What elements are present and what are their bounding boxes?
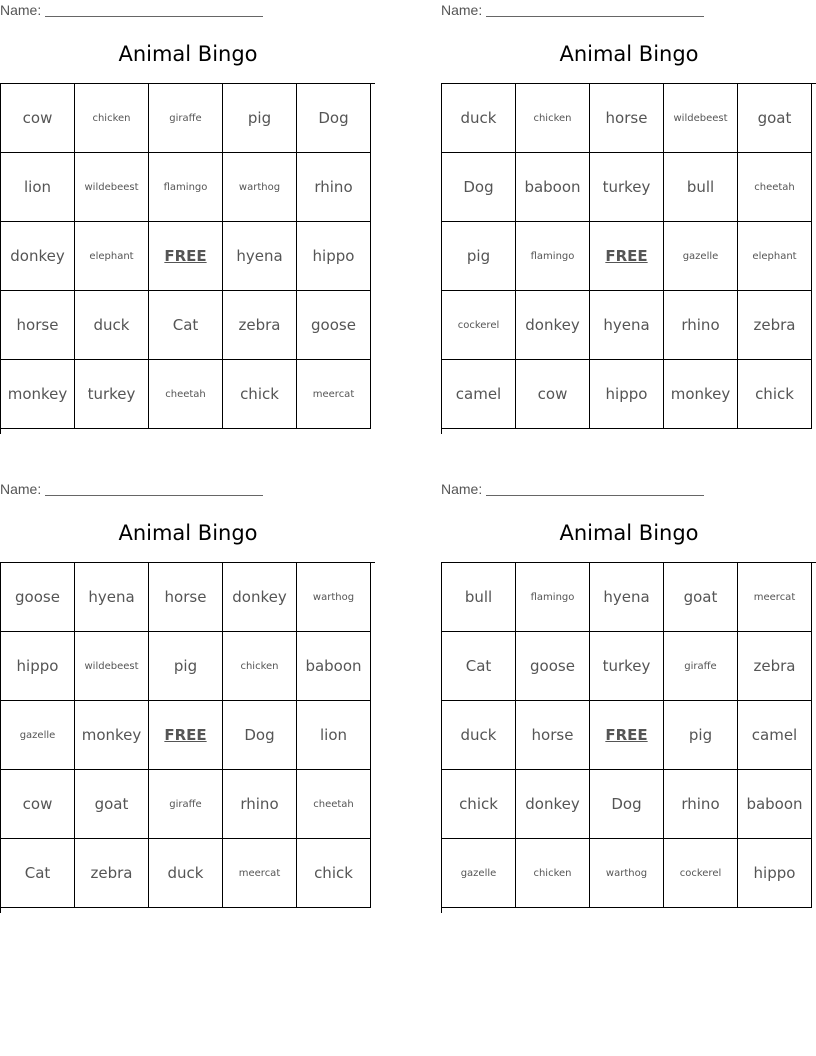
bingo-cell[interactable]: monkey [664, 360, 738, 429]
bingo-cell[interactable]: duck [442, 701, 516, 770]
bingo-cell[interactable]: giraffe [664, 632, 738, 701]
bingo-cell[interactable]: donkey [1, 222, 75, 291]
bingo-cell[interactable]: baboon [297, 632, 371, 701]
bingo-cell[interactable]: monkey [1, 360, 75, 429]
bingo-cell[interactable]: pig [442, 222, 516, 291]
bingo-cell[interactable]: flamingo [516, 222, 590, 291]
bingo-grid [441, 562, 816, 913]
bingo-cell[interactable]: Dog [590, 770, 664, 839]
bingo-cell[interactable]: chick [738, 360, 812, 429]
bingo-cell[interactable]: turkey [75, 360, 149, 429]
bingo-cell[interactable]: donkey [516, 770, 590, 839]
name-field [0, 2, 263, 18]
card-title: Animal Bingo [559, 42, 699, 66]
bingo-cell[interactable]: flamingo [149, 153, 223, 222]
bingo-card-4 [441, 479, 816, 919]
bingo-cell[interactable]: goat [75, 770, 149, 839]
bingo-cell[interactable]: cheetah [297, 770, 371, 839]
bingo-cell[interactable]: cockerel [442, 291, 516, 360]
bingo-cell[interactable]: hippo [738, 839, 812, 908]
bingo-cell[interactable]: camel [738, 701, 812, 770]
bingo-cell[interactable]: hippo [590, 360, 664, 429]
bingo-cell[interactable]: pig [664, 701, 738, 770]
bingo-cell[interactable]: donkey [223, 563, 297, 632]
card-title: Animal Bingo [118, 42, 258, 66]
bingo-cell[interactable]: chick [297, 839, 371, 908]
name-label: Name: [441, 2, 483, 18]
bingo-cell[interactable]: cheetah [738, 153, 812, 222]
bingo-card-2 [441, 0, 816, 440]
bingo-cell[interactable]: bull [442, 563, 516, 632]
bingo-cell[interactable]: turkey [590, 632, 664, 701]
bingo-cell[interactable]: hippo [1, 632, 75, 701]
bingo-cell[interactable]: meercat [223, 839, 297, 908]
bingo-cell[interactable]: hippo [297, 222, 371, 291]
bingo-cell[interactable]: rhino [664, 291, 738, 360]
bingo-cell[interactable]: Cat [442, 632, 516, 701]
bingo-cell[interactable]: goat [738, 84, 812, 153]
bingo-cell[interactable]: wildebeest [664, 84, 738, 153]
name-blank-line[interactable] [45, 495, 263, 496]
name-label: Name: [0, 2, 42, 18]
bingo-cell[interactable]: horse [1, 291, 75, 360]
name-label: Name: [0, 481, 42, 497]
bingo-grid [441, 83, 816, 434]
free-space-cell[interactable]: FREE [149, 701, 223, 770]
bingo-cell[interactable]: turkey [590, 153, 664, 222]
bingo-cell[interactable]: wildebeest [75, 632, 149, 701]
free-space-cell[interactable]: FREE [590, 701, 664, 770]
bingo-cell[interactable]: giraffe [149, 770, 223, 839]
bingo-cell[interactable]: baboon [738, 770, 812, 839]
bingo-cell[interactable]: cow [1, 84, 75, 153]
bingo-cell[interactable]: Dog [297, 84, 371, 153]
bingo-cell[interactable]: hyena [590, 563, 664, 632]
bingo-cell[interactable]: elephant [75, 222, 149, 291]
bingo-cell[interactable]: rhino [664, 770, 738, 839]
bingo-grid [0, 83, 375, 434]
bingo-cell[interactable]: warthog [223, 153, 297, 222]
free-space-cell[interactable]: FREE [590, 222, 664, 291]
bingo-cell[interactable]: zebra [75, 839, 149, 908]
bingo-cell[interactable]: chicken [516, 84, 590, 153]
bingo-cell[interactable]: meercat [297, 360, 371, 429]
bingo-cell[interactable]: goat [664, 563, 738, 632]
bingo-cell[interactable]: flamingo [516, 563, 590, 632]
bingo-cell[interactable]: hyena [75, 563, 149, 632]
name-blank-line[interactable] [486, 16, 704, 17]
bingo-cell[interactable]: warthog [590, 839, 664, 908]
name-blank-line[interactable] [486, 495, 704, 496]
card-title: Animal Bingo [118, 521, 258, 545]
bingo-cell[interactable]: lion [297, 701, 371, 770]
bingo-cell[interactable]: baboon [516, 153, 590, 222]
bingo-grid [0, 562, 375, 913]
bingo-cell[interactable]: goose [1, 563, 75, 632]
bingo-cell[interactable]: horse [590, 84, 664, 153]
free-space-cell[interactable]: FREE [149, 222, 223, 291]
bingo-cell[interactable]: cow [516, 360, 590, 429]
bingo-cell[interactable]: meercat [738, 563, 812, 632]
name-blank-line[interactable] [45, 16, 263, 17]
bingo-cell[interactable]: horse [149, 563, 223, 632]
bingo-cell[interactable]: chicken [75, 84, 149, 153]
bingo-cell[interactable]: chicken [516, 839, 590, 908]
bingo-cell[interactable]: chicken [223, 632, 297, 701]
bingo-cell[interactable]: hyena [223, 222, 297, 291]
bingo-cell[interactable]: gazelle [664, 222, 738, 291]
bingo-cell[interactable]: pig [149, 632, 223, 701]
bingo-cell[interactable]: rhino [223, 770, 297, 839]
bingo-cell[interactable]: camel [442, 360, 516, 429]
bingo-cell[interactable]: duck [75, 291, 149, 360]
bingo-cell[interactable]: gazelle [442, 839, 516, 908]
bingo-cell[interactable]: cockerel [664, 839, 738, 908]
bingo-card-3 [0, 479, 376, 919]
bingo-cell[interactable]: hyena [590, 291, 664, 360]
bingo-cell[interactable]: lion [1, 153, 75, 222]
bingo-cell[interactable]: monkey [75, 701, 149, 770]
bingo-cell[interactable]: zebra [738, 291, 812, 360]
name-field [441, 2, 704, 18]
bingo-cell[interactable]: wildebeest [75, 153, 149, 222]
bingo-cell[interactable]: chick [442, 770, 516, 839]
name-field [441, 481, 704, 497]
bingo-cell[interactable]: donkey [516, 291, 590, 360]
bingo-cell[interactable]: Dog [442, 153, 516, 222]
name-label: Name: [441, 481, 483, 497]
bingo-cell[interactable]: Dog [223, 701, 297, 770]
bingo-cell[interactable]: duck [442, 84, 516, 153]
bingo-cell[interactable]: chick [223, 360, 297, 429]
bingo-cell[interactable]: goose [516, 632, 590, 701]
bingo-cell[interactable]: warthog [297, 563, 371, 632]
card-title: Animal Bingo [559, 521, 699, 545]
bingo-cell[interactable]: cow [1, 770, 75, 839]
bingo-cell[interactable]: elephant [738, 222, 812, 291]
bingo-cell[interactable]: Cat [149, 291, 223, 360]
bingo-cell[interactable]: gazelle [1, 701, 75, 770]
bingo-cell[interactable]: Cat [1, 839, 75, 908]
bingo-cell[interactable]: giraffe [149, 84, 223, 153]
bingo-cell[interactable]: zebra [223, 291, 297, 360]
bingo-cell[interactable]: rhino [297, 153, 371, 222]
bingo-cell[interactable]: goose [297, 291, 371, 360]
name-field [0, 481, 263, 497]
bingo-cell[interactable]: bull [664, 153, 738, 222]
bingo-cell[interactable]: cheetah [149, 360, 223, 429]
bingo-cell[interactable]: horse [516, 701, 590, 770]
bingo-cell[interactable]: duck [149, 839, 223, 908]
bingo-cell[interactable]: zebra [738, 632, 812, 701]
bingo-cell[interactable]: pig [223, 84, 297, 153]
bingo-card-1 [0, 0, 376, 440]
